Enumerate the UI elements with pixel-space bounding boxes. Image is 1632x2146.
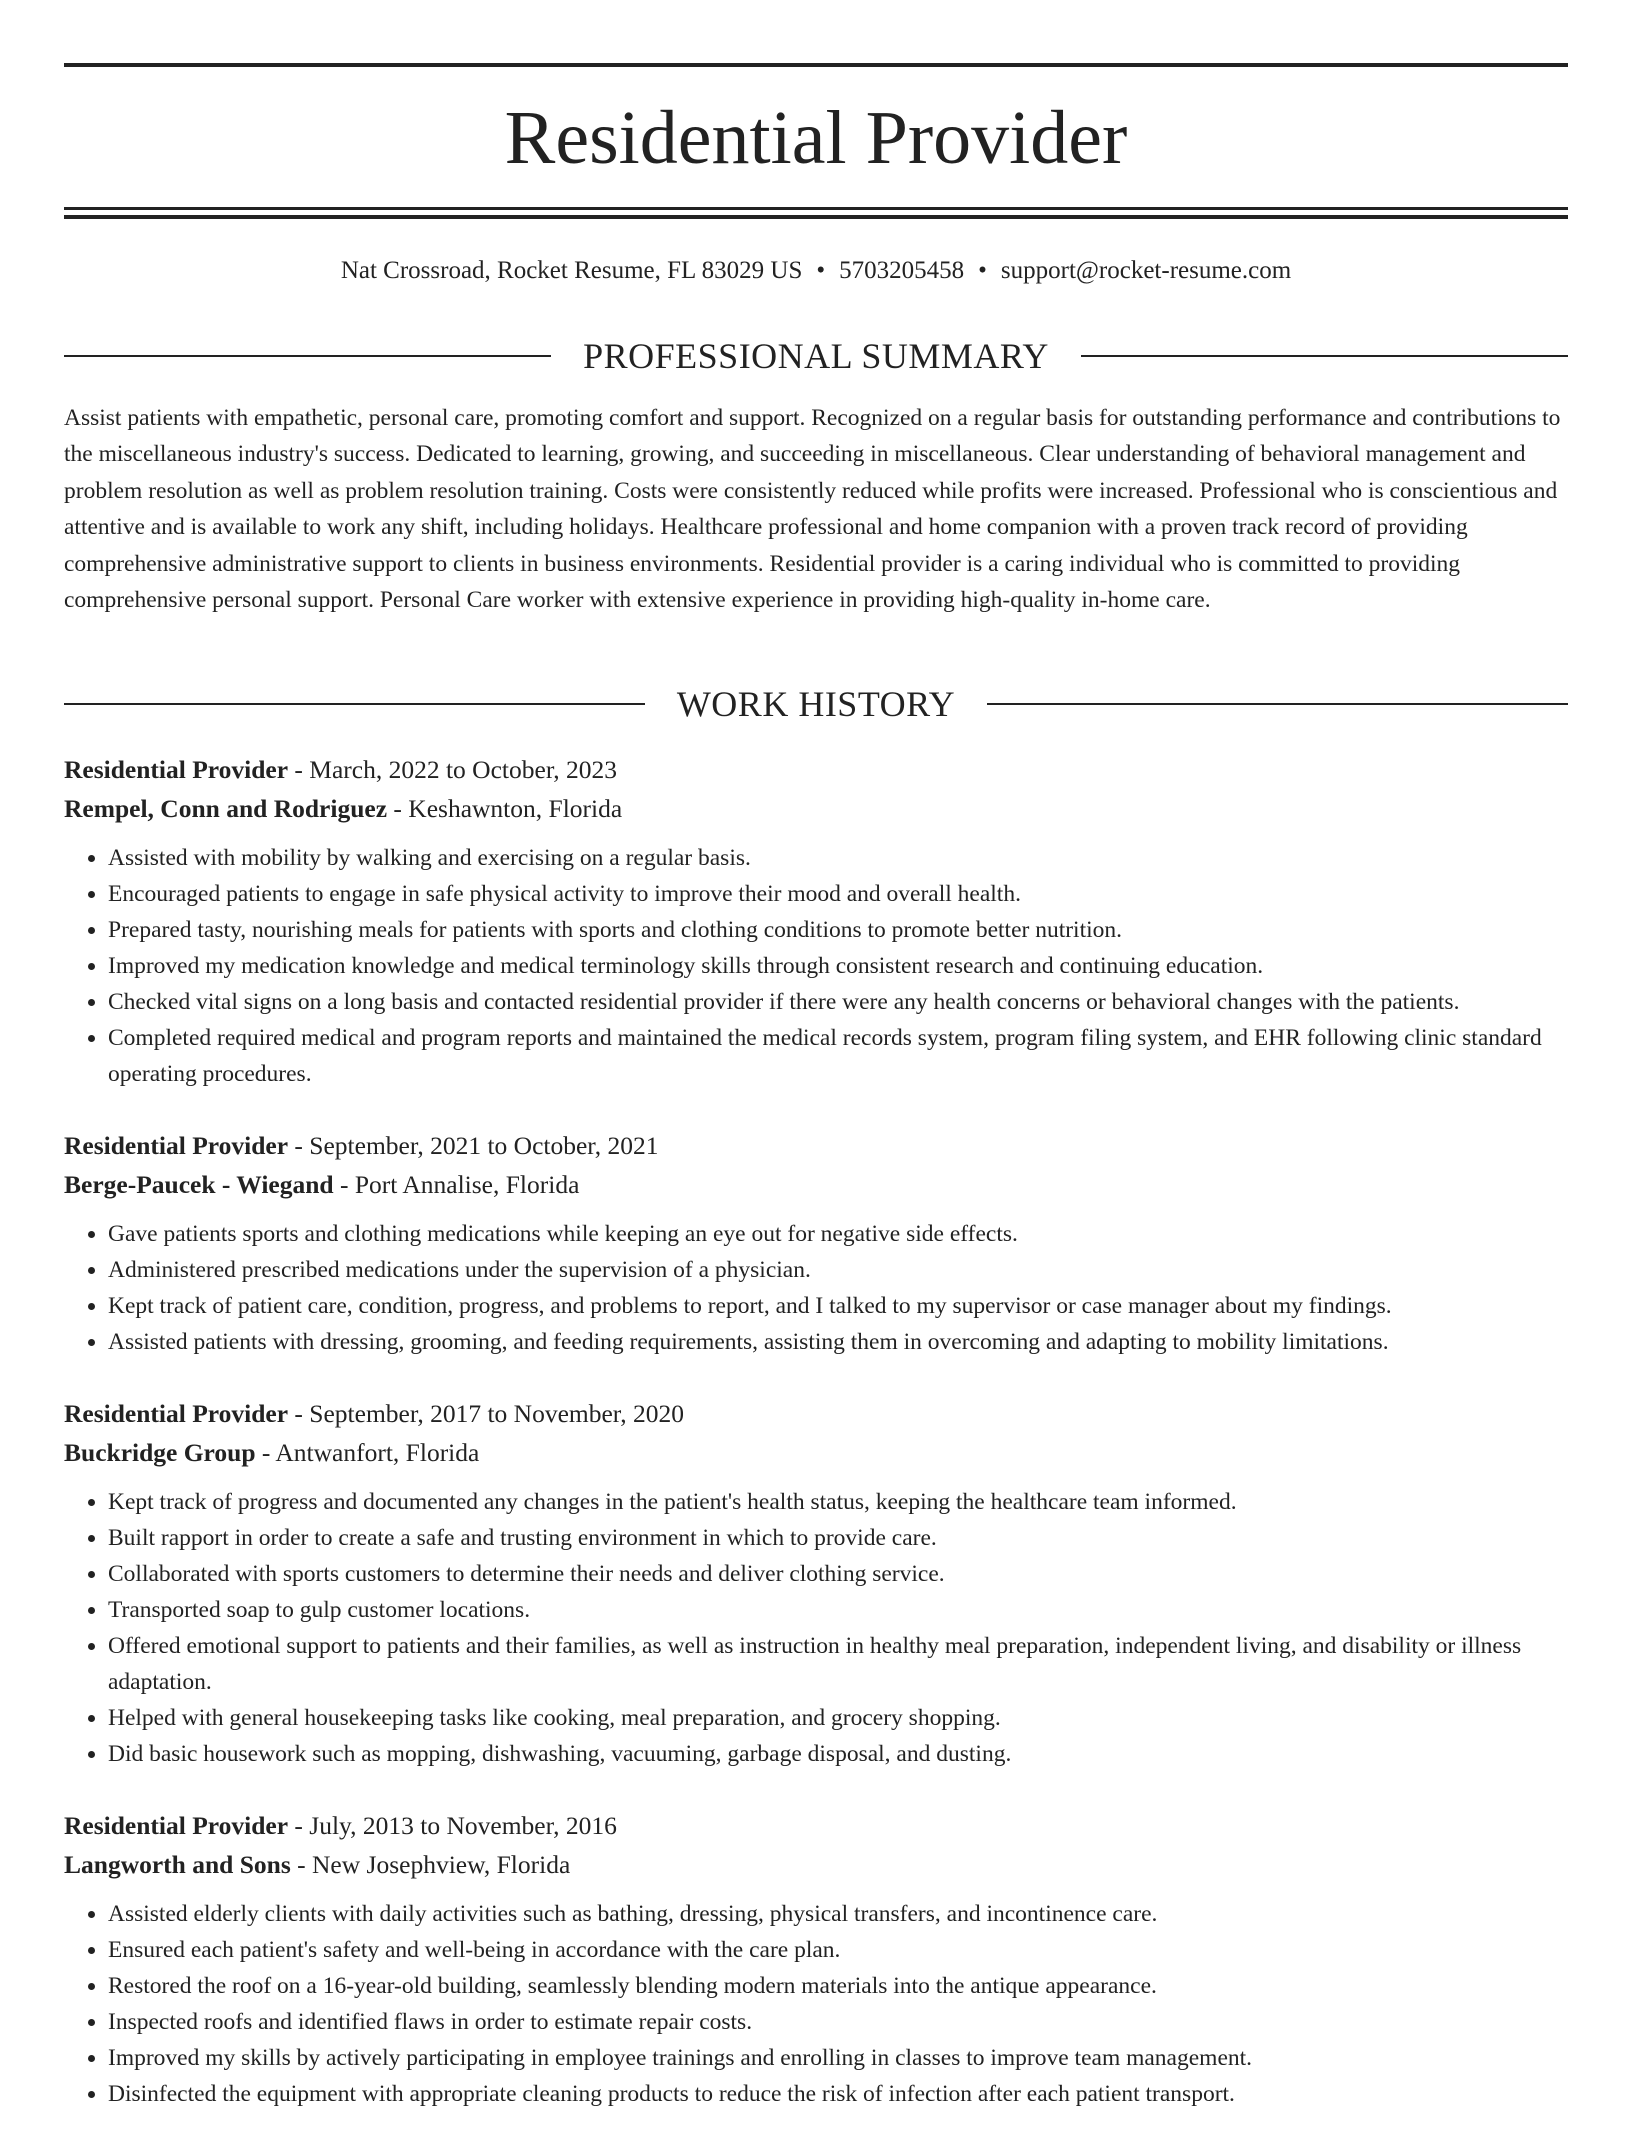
job-title-line <box>64 1806 1568 1845</box>
job-company-line <box>64 1433 1568 1472</box>
contact-separator: • <box>816 257 826 284</box>
job-bullet: • Assisted patients with dressing, grooming, and feeding requirements, assisting them in overcoming and adapting to mobility limitations. <box>108 1324 1568 1360</box>
job-dash: - <box>288 755 310 784</box>
summary-heading-label: PROFESSIONAL SUMMARY <box>583 336 1049 376</box>
job-entry <box>64 1394 1568 1772</box>
contact-line <box>64 254 1568 288</box>
job-bullets <box>64 840 1568 1092</box>
job-bullet: • Kept track of patient care, condition, progress, and problems to report, and I talked to my supervisor or case manager about my findings. <box>108 1288 1568 1324</box>
job-title: Residential Provider <box>64 1811 289 1840</box>
job-bullet: • Prepared tasty, nourishing meals for patients with sports and clothing conditions to promote better nutrition. <box>108 912 1568 948</box>
contact-phone: 5703205458 <box>839 257 965 284</box>
job-bullet: • Transported soap to gulp customer locations. <box>108 1592 1568 1628</box>
heading-rule-left <box>64 355 551 357</box>
job-bullet: • Kept track of progress and documented any changes in the patient's health status, keeping the healthcare team informed. <box>108 1484 1568 1520</box>
job-bullet: • Gave patients sports and clothing medications while keeping an eye out for negative side effects. <box>108 1216 1568 1252</box>
work-history-heading <box>64 682 1568 726</box>
job-dash: - <box>288 1399 310 1428</box>
job-bullet: • Completed required medical and program reports and maintained the medical records system, program filing system, and EHR following clinic standard operating procedures. <box>108 1020 1568 1092</box>
header-bottom-rule-lower <box>64 215 1568 219</box>
job-company: Langworth and Sons <box>64 1850 291 1879</box>
job-bullet: • Assisted with mobility by walking and exercising on a regular basis. <box>108 840 1568 876</box>
contact-address: Nat Crossroad, Rocket Resume, FL 83029 US <box>340 257 803 284</box>
job-location: New Josephview, Florida <box>312 1850 571 1879</box>
job-bullet: • Helped with general housekeeping tasks like cooking, meal preparation, and grocery shopping. <box>108 1700 1568 1736</box>
job-title-line <box>64 750 1568 789</box>
job-bullet: • Improved my skills by actively participating in employee trainings and enrolling in classes to improve team management. <box>108 2040 1568 2076</box>
job-bullet: • Improved my medication knowledge and medical terminology skills through consistent research and continuing education. <box>108 948 1568 984</box>
job-bullet: • Restored the roof on a 16-year-old building, seamlessly blending modern materials into the antique appearance. <box>108 1968 1568 2004</box>
job-bullet: • Checked vital signs on a long basis and contacted residential provider if there were any health concerns or behavioral changes with the patients. <box>108 984 1568 1020</box>
job-bullets <box>64 1896 1568 2112</box>
job-dash: - <box>255 1438 276 1467</box>
header-bottom-rule-upper <box>64 207 1568 210</box>
job-title-line <box>64 1126 1568 1165</box>
job-entry <box>64 1806 1568 2112</box>
job-entry <box>64 1126 1568 1360</box>
job-dash: - <box>288 1811 310 1840</box>
job-location: Port Annalise, Florida <box>354 1170 580 1199</box>
job-dates: July, 2013 to November, 2016 <box>309 1811 617 1840</box>
job-location: Antwanfort, Florida <box>275 1438 480 1467</box>
contact-separator: • <box>978 257 987 284</box>
job-bullet: • Inspected roofs and identified flaws in order to estimate repair costs. <box>108 2004 1568 2040</box>
job-company-line <box>64 1845 1568 1884</box>
job-dash: - <box>387 794 409 823</box>
job-title-line <box>64 1394 1568 1433</box>
work-history-heading-label: WORK HISTORY <box>676 684 956 724</box>
job-bullet: • Did basic housework such as mopping, dishwashing, vacuuming, garbage disposal, and dusting. <box>108 1736 1568 1772</box>
job-dates: September, 2021 to October, 2021 <box>309 1131 659 1160</box>
job-entry <box>64 750 1568 1092</box>
job-dates: March, 2022 to October, 2023 <box>309 755 618 784</box>
work-history-list <box>64 750 1568 2146</box>
job-company: Berge-Paucek - Wiegand <box>64 1170 334 1199</box>
job-title: Residential Provider <box>64 1131 289 1160</box>
job-title: Residential Provider <box>64 755 289 784</box>
job-company: Buckridge Group <box>64 1438 256 1467</box>
summary-text: Assist patients with empathetic, personal care, promoting comfort and support. Recognized on a regular basis for outstanding performance and contributions to the miscellaneous industry's success. Dedicated to learning, growing, and succeeding in miscellaneous. Clear understanding of behavioral management and problem resolution as well as problem resolution training. Costs were consistently reduced while profits were increased. Professional who is conscientious and attentive and is available to work any shift, including holidays. Healthcare professional and home companion with a proven track record of providing comprehensive administrative support to clients in business environments. Residential provider is a caring individual who is committed to providing comprehensive personal support. Personal Care worker with extensive experience in providing high-quality in-home care. <box>64 405 1561 614</box>
job-bullet: • Disinfected the equipment with appropriate cleaning products to reduce the risk of infection after each patient transport. <box>108 2076 1568 2112</box>
job-bullet: • Assisted elderly clients with daily activities such as bathing, dressing, physical transfers, and incontinence care. <box>108 1896 1568 1932</box>
job-dates: September, 2017 to November, 2020 <box>309 1399 685 1428</box>
job-bullet: • Administered prescribed medications under the supervision of a physician. <box>108 1252 1568 1288</box>
job-title: Residential Provider <box>64 1399 289 1428</box>
job-bullet: • Collaborated with sports customers to determine their needs and deliver clothing service. <box>108 1556 1568 1592</box>
job-company: Rempel, Conn and Rodriguez <box>64 794 388 823</box>
job-dash: - <box>333 1170 355 1199</box>
job-dash: - <box>290 1850 312 1879</box>
heading-rule-left <box>64 703 645 705</box>
job-bullet: • Offered emotional support to patients and their families, as well as instruction in healthy meal preparation, independent living, and disability or illness adaptation. <box>108 1628 1568 1700</box>
job-bullet: • Built rapport in order to create a safe and trusting environment in which to provide care. <box>108 1520 1568 1556</box>
job-bullet: • Encouraged patients to engage in safe physical activity to improve their mood and overall health. <box>108 876 1568 912</box>
contact-email: support@rocket-resume.com <box>1000 257 1292 284</box>
job-bullet: • Ensured each patient's safety and well-being in accordance with the care plan. <box>108 1932 1568 1968</box>
job-company-line <box>64 1165 1568 1204</box>
heading-rule-right <box>1081 355 1568 357</box>
header-top-rule <box>64 63 1568 67</box>
job-bullets <box>64 1484 1568 1772</box>
heading-rule-right <box>987 703 1568 705</box>
resume-name: Residential Provider <box>504 96 1128 180</box>
summary-heading <box>64 334 1568 378</box>
job-dash: - <box>288 1131 310 1160</box>
job-bullets <box>64 1216 1568 1360</box>
job-company-line <box>64 789 1568 828</box>
job-location: Keshawnton, Florida <box>408 794 623 823</box>
